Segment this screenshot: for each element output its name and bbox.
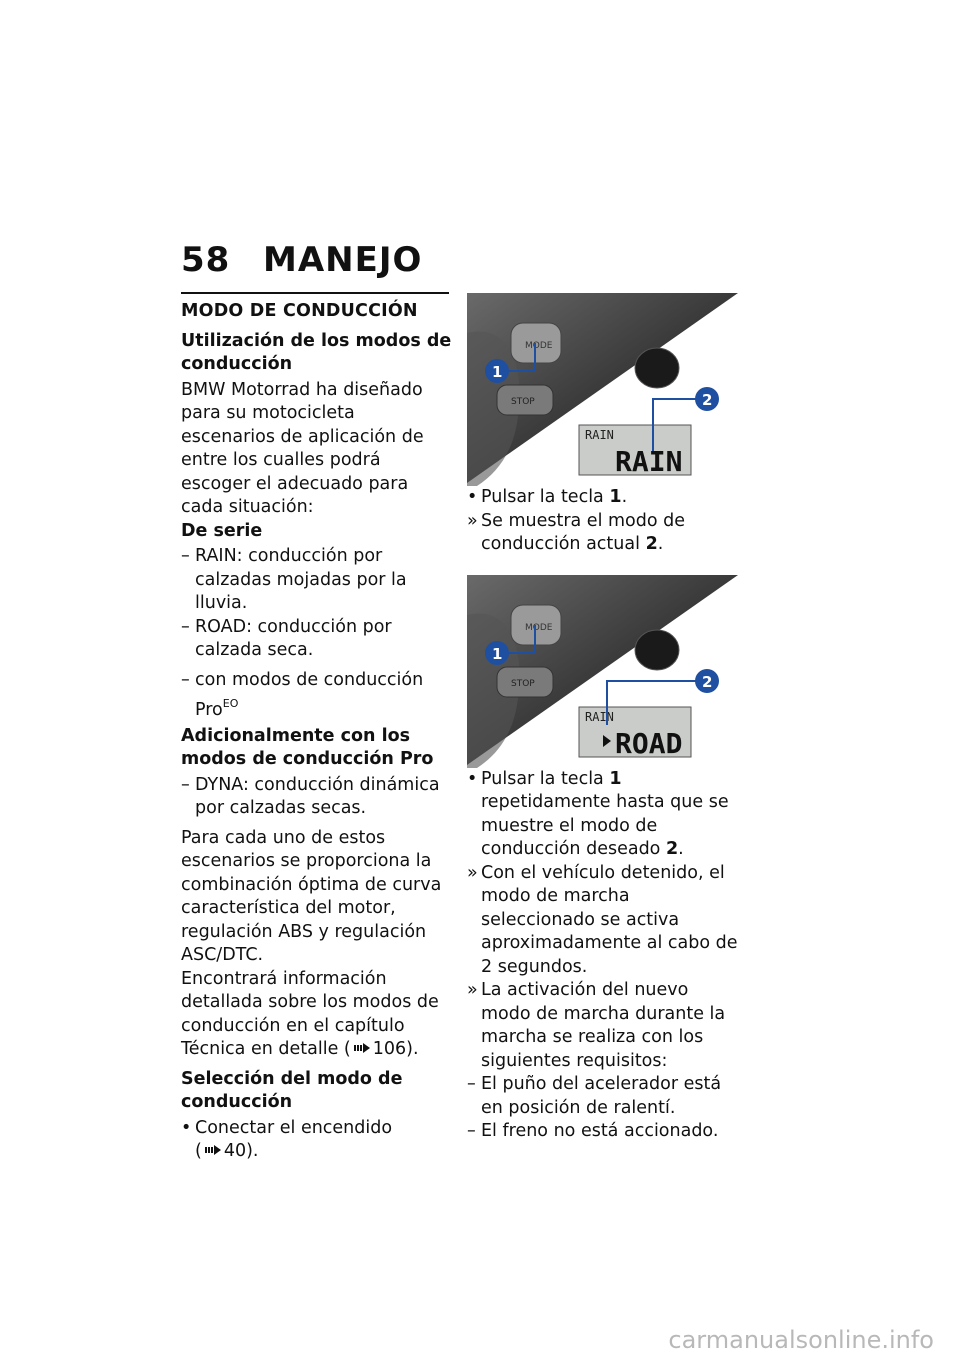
page-number: 58 (181, 240, 231, 280)
step-list-2 (467, 768, 743, 1144)
dash-marker: – (181, 774, 190, 795)
standard-heading: De serie (181, 520, 263, 541)
pro-list (181, 669, 453, 723)
bullet-marker: • (467, 487, 478, 507)
dash-marker: – (181, 669, 190, 690)
mode-button-label: MODE (525, 622, 553, 633)
select-steps (181, 1117, 453, 1164)
dash-marker: – (467, 1121, 476, 1141)
ignition-knob (635, 630, 679, 670)
section-rule (181, 292, 449, 294)
figure-road-mode (467, 575, 738, 768)
stop-button-label: STOP (511, 397, 535, 407)
page-reference-arrow-icon (354, 1043, 370, 1053)
standard-list (181, 545, 453, 663)
list-item: – RAIN: conducción por calzadas mojadas por la lluvia. (181, 546, 407, 613)
option-superscript: EO (222, 697, 239, 710)
bullet-marker: • (467, 768, 478, 789)
dash-marker: – (181, 546, 190, 566)
dash-marker: – (181, 616, 190, 637)
svg-text:2: 2 (702, 391, 713, 409)
step-list-1 (467, 486, 743, 557)
usage-text: BMW Motorrad ha diseñado para su motocicleta escenarios de aplicación de entre los cualles podrá escoger el adecuado para cada situación: (181, 379, 424, 517)
list-item: • Pulsar la tecla 1 repetidamente hasta que se muestre el modo de conducción deseado 2. (467, 768, 729, 859)
svg-text:2: 2 (702, 672, 713, 691)
select-page-ref: 40). (223, 1141, 259, 1161)
list-item: – El puño del acelerador está en posición de ralentí. (467, 1074, 722, 1118)
additional-list (181, 774, 453, 821)
watermark: carmanualsonline.info (668, 1326, 934, 1354)
scenario-text: Para cada uno de estos escenarios se proporciona la combinación óptima de curva característica del motor, regulación ABS y regulación ASC/DTC. (181, 827, 442, 965)
svg-text:1: 1 (492, 363, 503, 381)
section-title: MODO DE CONDUCCIÓN (181, 301, 418, 321)
list-item: » La activación del nuevo modo de marcha durante la marcha se realiza con los siguientes requisitos: (467, 980, 726, 1071)
page-header (181, 238, 422, 282)
lcd-large-text: RAIN (615, 445, 683, 478)
list-item: » Con el vehículo detenido, el modo de marcha seleccionado se activa aproximadamente al cabo de 2 segundos. (467, 862, 738, 977)
dash-marker: – (467, 1074, 476, 1094)
result-marker: » (467, 510, 478, 531)
stop-button-label: STOP (511, 678, 535, 689)
lcd-large-text: ROAD (615, 726, 683, 760)
info-text: Encontrará información detallada sobre los modos de conducción en el capítulo Técnica en detalle ( 106). (181, 968, 439, 1059)
additional-heading: Adicionalmente con los modos de conducción Pro (181, 725, 434, 769)
lcd-small-text: RAIN (585, 709, 614, 724)
result-marker: » (467, 980, 478, 1000)
right-column (467, 293, 743, 1144)
lcd-small-text: RAIN (585, 428, 614, 442)
info-page-ref: 106). (372, 1039, 419, 1059)
result-marker: » (467, 862, 478, 883)
list-item: – El freno no está accionado. (467, 1120, 743, 1144)
select-heading: Selección del modo de conducción (181, 1068, 403, 1112)
ignition-knob (635, 348, 679, 388)
list-item: • Conectar el encendido ( 40). (181, 1117, 393, 1161)
page-reference-arrow-icon (205, 1145, 221, 1155)
list-item: • Pulsar la tecla 1. (467, 486, 743, 510)
list-item: – con modos de conducción Pro$^{EO}$ (181, 669, 424, 720)
left-column (181, 292, 453, 1164)
list-item: – ROAD: conducción por calzada seca. (181, 616, 392, 660)
svg-text:1: 1 (492, 644, 503, 663)
usage-heading: Utilización de los modos de conducción (181, 330, 452, 374)
list-item: – DYNA: conducción dinámica por calzadas secas. (181, 774, 440, 818)
figure-rain-mode (467, 293, 738, 486)
chapter-title: MANEJO (263, 240, 423, 280)
list-item: » Se muestra el modo de conducción actual 2. (467, 510, 686, 554)
bullet-marker: • (181, 1117, 192, 1138)
mode-button-label: MODE (525, 341, 553, 351)
